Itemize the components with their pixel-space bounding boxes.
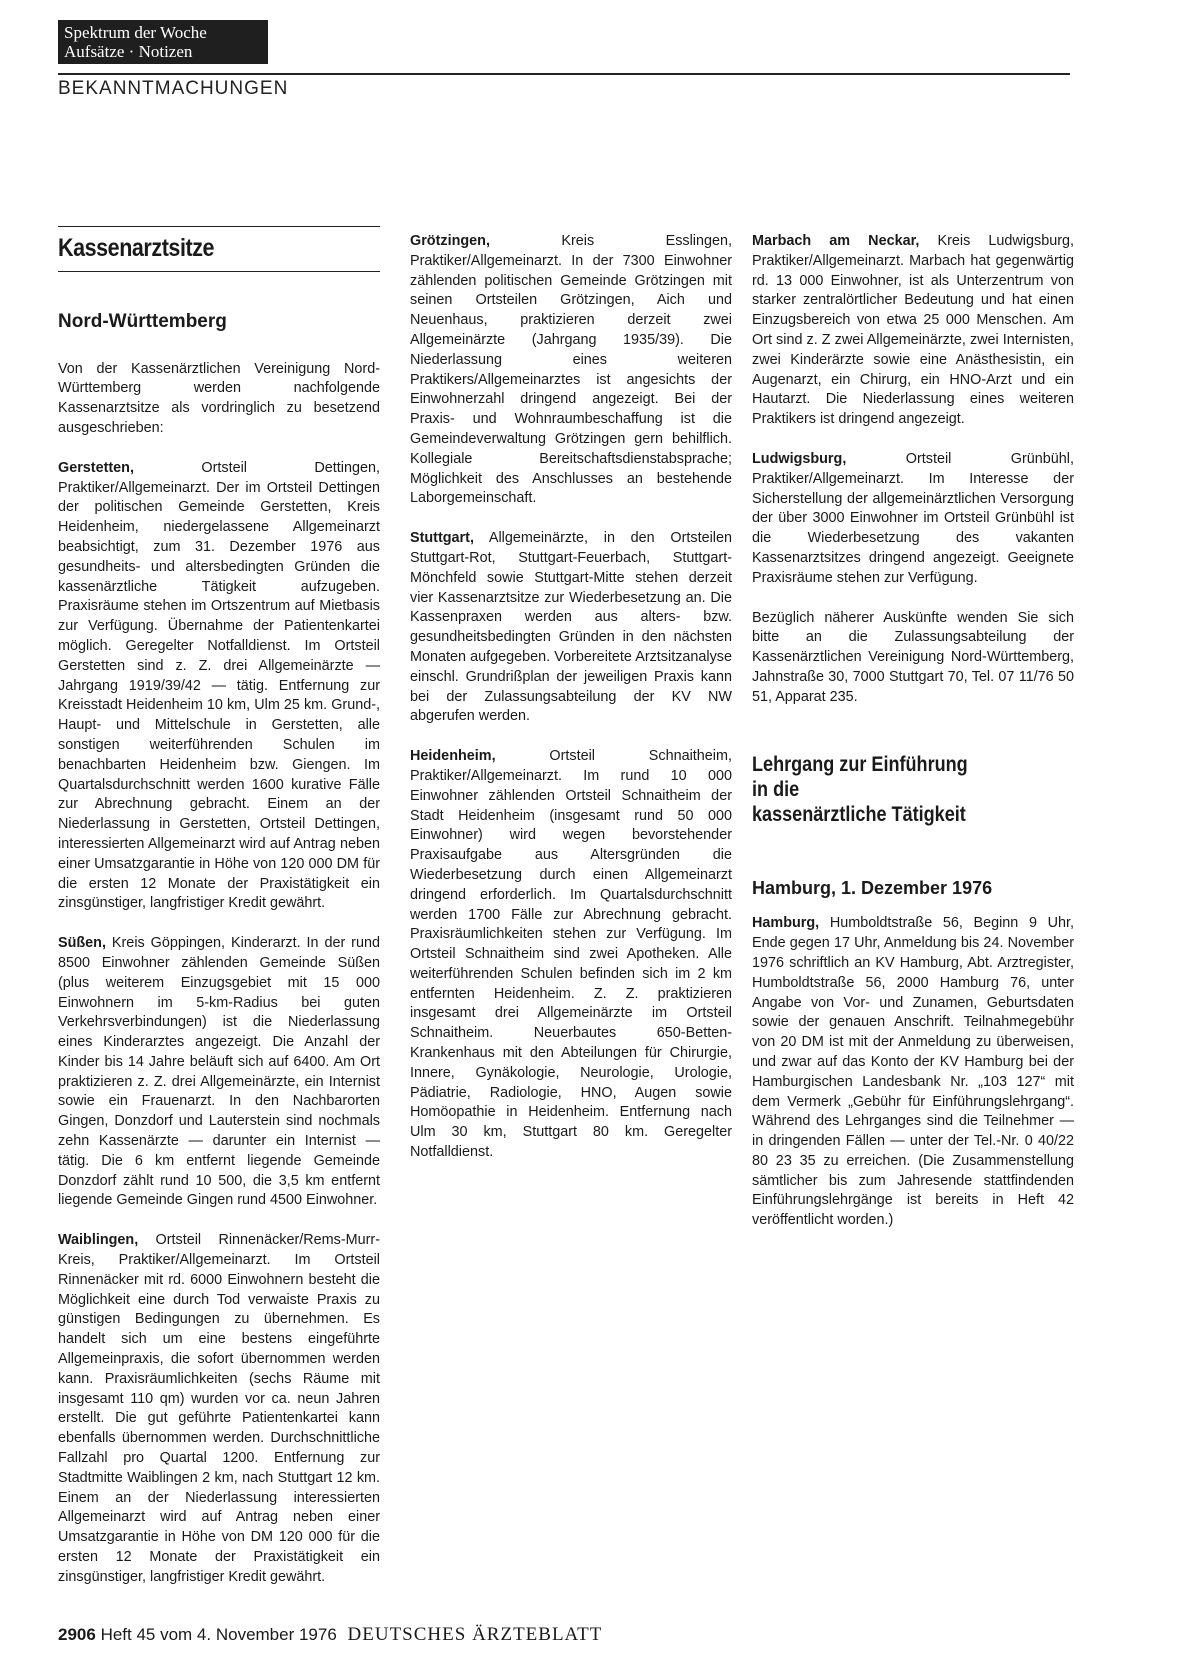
column-3 bbox=[752, 232, 1074, 1251]
entry-text: Ortsteil Rinnenäcker/Rems-Murr-Kreis, Praktiker/Allgemeinarzt. Im Ortsteil Rinnenäcker mit rd. 6000 Einwohnern besteht die Möglichkeit eine durch Tod verwaiste Praxis zu günstigen Bedingungen zu übernehmen. Es handelt sich um eine bestens eingeführte Allgemeinpraxis, die sofort übernommen werden kann. Praxisräumlichkeiten (sechs Räume mit insgesamt 110 qm) wurden vor ca. neun Jahren erstellt. Die gut geführte Patientenkartei kann ebenfalls übernommen werden. Durchschnittliche Fallzahl pro Quartal 1200. Entfernung zur Stadtmitte Waiblingen 2 km, nach Stuttgart 12 km. Einem an der Niederlassung interessierten Allgemeinarzt wird auf Antrag neben einer Umsatzgarantie in Höhe von DM 120 000 für die ersten 12 Monate der Praxistätigkeit ein zinsgünstiger, langfristiger Kredit gewährt. bbox=[58, 1232, 380, 1585]
header-rule bbox=[58, 73, 1070, 75]
column-2 bbox=[410, 232, 732, 1183]
entry-text: Kreis Ludwigsburg, Praktiker/Allgemeinarzt. Marbach hat gegenwärtig rd. 13 000 Einwohner, ist als Unterzentrum von starker zentralörtlicher Bedeutung und hat einen Einzugsbereich von etwa 25 000 Menschen. Am Ort sind z. Z zwei Allgemeinärzte, zwei Internisten, zwei Kinderärzte sowie eine Anästhesistin, ein Augenarzt, ein Chirurg, ein HNO-Arzt und ein Hautarzt. Die Niederlassung eines weiteren Praktikers ist dringend angezeigt. bbox=[752, 233, 1074, 428]
entry-text: Ortsteil Schnaitheim, Praktiker/Allgemeinarzt. Im rund 10 000 Einwohner zählenden Ortsteil Schnaitheim der Stadt Heidenheim (insgesamt rund 50 000 Einwohner) wird wegen bevorstehender Praxisaufgabe aus Altersgründen die Wiederbesetzung durch einen Allgemeinarzt dringend erforderlich. Im Quartalsdurchschnitt werden 1700 Fälle zur Abrechnung gebracht. Praxisräumlichkeiten stehen zur Verfügung. Im Ortsteil Schnaitheim sind zwei Apotheken. Alle weiterführenden Schulen befinden sich im 2 km entfernten Heidenheim. Z. Z. praktizieren insgesamt drei Allgemeinärzte im Ortsteil Schnaitheim. Neuerbautes 650-Betten-Krankenhaus mit den Abteilungen für Chirurgie, Innere, Gynäkologie, Neurologie, Urologie, Pädiatrie, Radiologie, HNO, Augen sowie Homöopathie in Heidenheim. Entfernung nach Ulm 30 km, Stuttgart 80 km. Geregelter Notfalldienst. bbox=[410, 748, 732, 1161]
entry-lead: Gerstetten, bbox=[58, 459, 134, 476]
intro-paragraph: Von der Kassenärztlichen Vereinigung Nord-Württemberg werden nachfolgende Kassenarztsitze als vordringlich zu besetzend ausgeschrieben: bbox=[58, 360, 380, 436]
article-title: Kassenarztsitze bbox=[58, 234, 215, 262]
entry-lead: Stuttgart, bbox=[410, 530, 474, 547]
magazine-name: DEUTSCHES ÄRZTEBLATT bbox=[347, 1624, 603, 1645]
entry-text: Allgemeinärzte, in den Ortsteilen Stuttgart-Rot, Stuttgart-Feuerbach, Stuttgart-Mönchfeld sowie Stuttgart-Mitte stehen derzeit vier Kassenarztsitze zur Wiederbesetzung an. Die Kassenpraxen werden aus alters- bzw. gesundheitsbedingten Gründen in den nächsten Monaten aufgegeben. Vorbereitete Arztsitzanalyse einschl. Grundrißplan der jeweiligen Praxis kann bei der Zulassungsabteilung der KV NW abgerufen werden. bbox=[410, 530, 732, 725]
issue-info: Heft 45 vom 4. November 1976 bbox=[100, 1625, 337, 1644]
course-paragraph bbox=[752, 914, 1074, 1231]
header-line-1: Spektrum der Woche bbox=[64, 23, 207, 42]
course-title bbox=[752, 752, 1029, 827]
entry-lead: Marbach am Neckar, bbox=[752, 233, 920, 249]
header-line-2: Aufsätze · Notizen bbox=[64, 42, 193, 61]
section-label: BEKANNTMACHUNGEN bbox=[58, 78, 289, 99]
entry-lead: Heidenheim, bbox=[410, 748, 496, 765]
entry-groetzingen bbox=[410, 232, 732, 509]
entry-suessen bbox=[58, 934, 380, 1211]
entry-text: Kreis Göppingen, Kinderarzt. In der rund 8500 Einwohner zählenden Gemeinde Süßen (plus weiterem Einzugsgebiet mit 15 000 Einwohnern im 5-km-Radius bei guten Verkehrsverbindungen) ist die Niederlassung eines Kinderarztes angezeigt. Die Anzahl der Kinder bis 14 Jahre beläuft sich auf 6400. Am Ort praktizieren z. Z. drei Allgemeinärzte, ein Internist sowie ein Frauenarzt. In den Nachbarorten Gingen, Donzdorf und Lauterstein sind nochmals zehn Kassenärzte — darunter ein Internist — tätig. Die 6 km entfernt liegende Gemeinde Donzdorf zählt rund 10 500, die 3,5 km entfernt liegende Gemeinde Gingen rund 4500 Einwohner. bbox=[58, 935, 380, 1209]
entry-lead: Ludwigsburg, bbox=[752, 450, 847, 467]
entry-gerstetten bbox=[58, 459, 380, 914]
title-rule-bottom bbox=[58, 271, 380, 272]
course-title-line-3: kassenärztliche Tätigkeit bbox=[752, 802, 966, 826]
entry-text: Ortsteil Grünbühl, Praktiker/Allgemeinarzt. Im Interesse der Sicherstellung der allgemeinärztlichen Versorgung der über 3000 Einwohner im Ortsteil Grünbühl ist die Wiederbesetzung des vakanten Kassenarztsitzes dringend angezeigt. Geeignete Praxisräume stehen zur Verfügung. bbox=[752, 450, 1074, 586]
entry-marbach bbox=[752, 232, 1074, 430]
entry-text: Kreis Esslingen, Praktiker/Allgemeinarzt. In der 7300 Einwohner zählenden politischen Gemeinde Grötzingen mit seinen Ortsteilen Grötzingen, Aich und Neuenhaus, praktizieren derzeit zwei Allgemeinärzte (Jahrgang 1935/39). Die Niederlassung eines weiteren Praktikers/Allgemeinarztes ist angesichts der Einwohnerzahl dringend angezeigt. Bei der Praxis- und Wohnraumbeschaffung ist die Gemeindeverwaltung Grötzingen gern behilflich. Kollegiale Bereitschaftsdienstabsprache; Möglichkeit des Anschlusses an bestehende Laborgemeinschaft. bbox=[410, 233, 732, 507]
course-title-line-1: Lehrgang zur Einführung bbox=[752, 752, 968, 776]
entry-ludwigsburg bbox=[752, 450, 1074, 589]
course-title-line-2: in die bbox=[752, 777, 800, 801]
entry-lead: Süßen, bbox=[58, 935, 106, 952]
entry-heidenheim bbox=[410, 747, 732, 1163]
title-rule-top bbox=[58, 226, 380, 227]
course-text: Humboldtstraße 56, Beginn 9 Uhr, Ende gegen 17 Uhr, Anmeldung bis 24. November 1976 schriftlich an KV Hamburg, Abt. Arztregister, Humboldtstraße 56, 2000 Hamburg 76, unter Angabe von Vor- und Zunamen, Geburtsdaten sowie der genauen Anschrift. Teilnahmegebühr von 20 DM ist mit der Anmeldung zu überweisen, und zwar auf das Konto der KV Hamburg bei der Hamburgischen Landesbank Nr. „103 127“ mit dem Vermerk „Gebühr für Einführungslehrgang“. Während des Lehrganges sind die Teilnehmer — in dringenden Fällen — unter der Tel.-Nr. 0 40/22 80 23 35 zu erreichen. (Die Zusammenstellung sämtlicher bis zum Jahresende stattfindenden Einführungslehrgänge ist bereits in Heft 42 veröffentlicht worden.) bbox=[752, 915, 1074, 1229]
entry-waiblingen bbox=[58, 1231, 380, 1587]
entry-text: Ortsteil Dettingen, Praktiker/Allgemeinarzt. Der im Ortsteil Dettingen der politischen Gemeinde Gerstetten, Kreis Heidenheim, niedergelassene Allgemeinarzt beabsichtigt, zum 31. Dezember 1976 aus gesundheits- und altersbedingten Gründen die kassenärztliche Tätigkeit aufzugeben. Praxisräume stehen im Ortszentrum auf Mietbasis zur Verfügung. Übernahme der Patientenkartei möglich. Geregelter Notfalldienst. Im Ortsteil Gerstetten sind z. Z. drei Allgemeinärzte — Jahrgang 1919/39/42 — tätig. Entfernung zur Kreisstadt Heidenheim 10 km, Ulm 25 km. Grund-, Haupt- und Mittelschule in Gerstetten, alle sonstigen weiterführenden Schulen im benachbarten Heidenheim bzw. Giengen. Im Quartalsdurchschnitt werden 1600 kurative Fälle zur Abrechnung gebracht. Einem an der Niederlassung in Gerstetten, Ortsteil Dettingen, interessierten Allgemeinarzt wird auf Antrag neben einer Umsatzgarantie in Höhe von 120 000 DM für die ersten 12 Monate der Praxistätigkeit ein zinsgünstiger, langfristiger Kredit gewährt. bbox=[58, 459, 380, 912]
header-label-box bbox=[58, 20, 268, 64]
region-heading: Nord-Württemberg bbox=[58, 310, 227, 332]
entry-stuttgart bbox=[410, 529, 732, 727]
course-lead: Hamburg, bbox=[752, 915, 820, 932]
column-1 bbox=[58, 226, 380, 1588]
contact-paragraph: Bezüglich näherer Auskünfte wenden Sie sich bitte an die Zulassungsabteilung der Kassenärztlichen Vereinigung Nord-Württemberg, Jahnstraße 30, 7000 Stuttgart 70, Tel. 07 11/76 50 51, Apparat 235. bbox=[752, 609, 1074, 705]
course-date-heading: Hamburg, 1. Dezember 1976 bbox=[752, 877, 993, 898]
entry-lead: Grötzingen, bbox=[410, 233, 490, 249]
page-number: 2906 bbox=[58, 1625, 96, 1644]
page-footer bbox=[58, 1624, 602, 1646]
entry-lead: Waiblingen, bbox=[58, 1232, 139, 1249]
